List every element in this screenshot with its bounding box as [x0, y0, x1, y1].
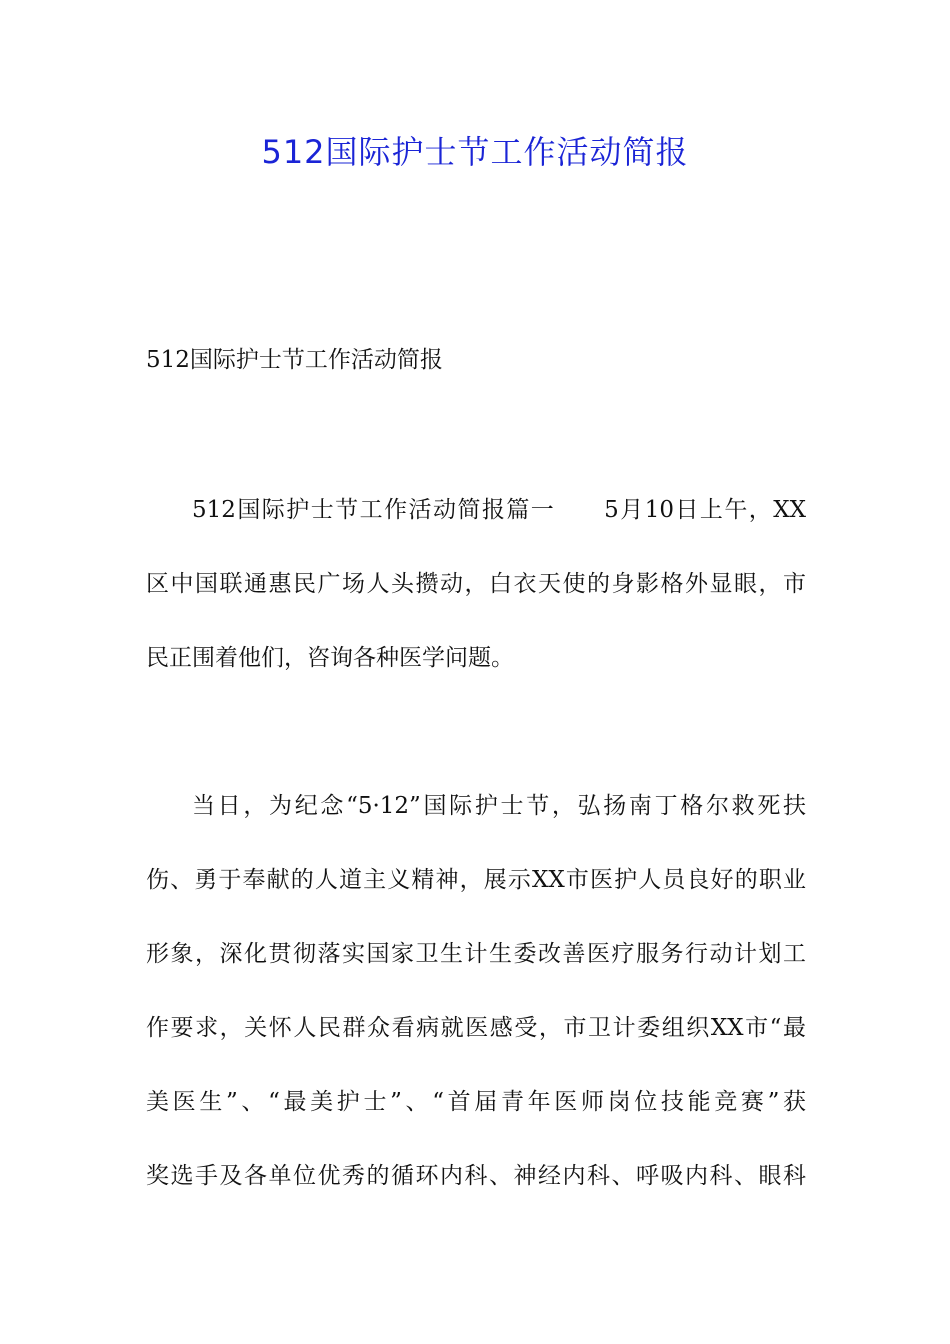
paragraph-1-line-2: 区中国联通惠民广场人头攒动，白衣天使的身影格外显眼，市 [146, 571, 806, 597]
paragraph-1-line-1: 512国际护士节工作活动简报篇一 5月10日上午，XX [192, 497, 806, 523]
paragraph-2-line-3: 形象，深化贯彻落实国家卫生计生委改善医疗服务行动计划工 [146, 941, 806, 967]
paragraph-2-line-5: 美医生”、“最美护士”、“首届青年医师岗位技能竞赛”获 [146, 1089, 806, 1115]
paragraph-2-line-4: 作要求，关怀人民群众看病就医感受，市卫计委组织XX市“最 [146, 1015, 806, 1041]
paragraph-1-line-3: 民正围着他们，咨询各种医学问题。 [146, 645, 514, 671]
paragraph-2-line-1: 当日，为纪念“5·12”国际护士节，弘扬南丁格尔救死扶 [192, 793, 806, 819]
paragraph-2-line-2: 伤、勇于奉献的人道主义精神，展示XX市医护人员良好的职业 [146, 867, 806, 893]
paragraph-2-line-6: 奖选手及各单位优秀的循环内科、神经内科、呼吸内科、眼科 [146, 1163, 806, 1189]
document-subtitle: 512国际护士节工作活动简报 [146, 347, 443, 373]
document-title: 512国际护士节工作活动简报 [261, 133, 689, 171]
